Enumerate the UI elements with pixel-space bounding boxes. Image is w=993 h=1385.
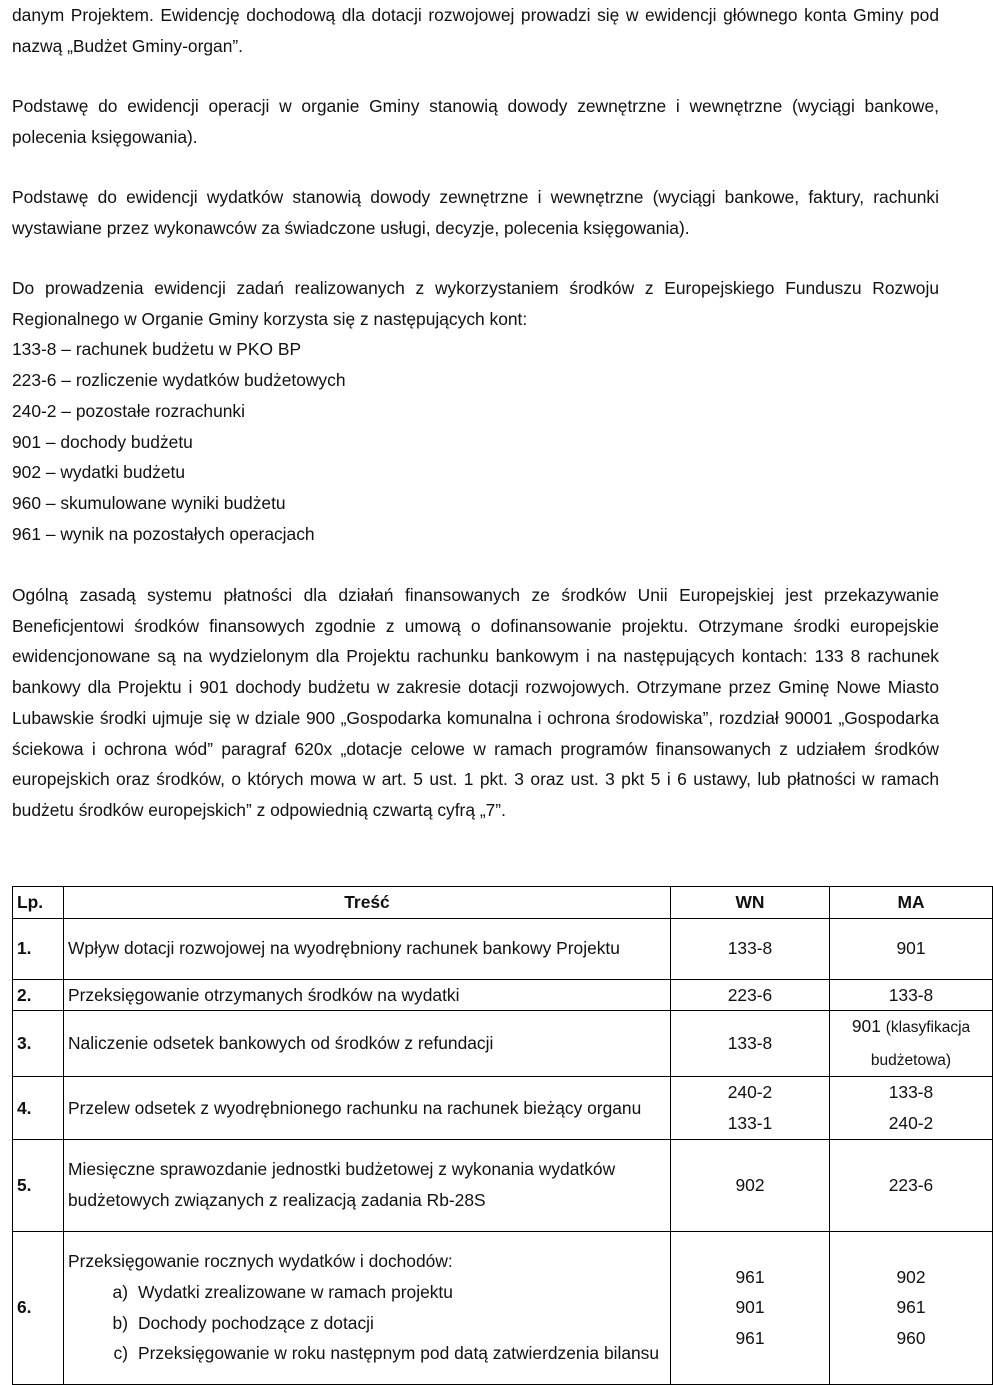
table-row bbox=[13, 979, 993, 1011]
sub-item-label: a) bbox=[112, 1281, 128, 1302]
table-row bbox=[13, 918, 993, 979]
header-tresc: Treść bbox=[64, 887, 671, 919]
row-lp: 5. bbox=[13, 1139, 64, 1231]
account-item: 960 – skumulowane wyniki budżetu bbox=[12, 492, 286, 513]
list-item bbox=[68, 1277, 666, 1308]
paragraph-1: danym Projektem. Ewidencję dochodową dla dotacji rozwojowej prowadzi się w ewidencji głównego konta Gminy pod nazwą „Budżet Gminy-organ”. bbox=[12, 5, 939, 56]
row-wn-cell bbox=[671, 1077, 830, 1139]
header-lp: Lp. bbox=[13, 887, 64, 919]
paragraph-payment-rules: Ogólną zasadą systemu płatności dla działań finansowanych ze środków Unii Europejskiej jest przekazywanie Beneficjentowi środków finansowych zgodnie z umową o dofinansowanie projektu. Otrzymane środki europejskie ewidencjonowane są na wydzielonym dla Projektu rachunku bankowym i na następujących kontach: 133 8 rachunek bankowy dla Projektu i 901 dochody budżetu w zakresie dotacji rozwojowych. Otrzymane przez Gminę Nowe Miasto Lubawskie środki ujmuje się w dziale 900 „Gospodarka komunalna i ochrona środowiska”, rozdział 90001 „Gospodarka ściekowa i ochrona wód” paragraf 620x „dotacje celowe w ramach programów finansowanych z udziałem środków europejskich oraz środków, o których mowa w art. 5 ust. 1 pkt. 3 oraz ust. 3 pkt 5 i 6 ustawy, lub płatności w ramach budżetu środków europejskich” z odpowiednią czwartą cyfrą „7”. bbox=[12, 585, 939, 820]
account-item: 901 – dochody budżetu bbox=[12, 431, 193, 452]
row-lp: 1. bbox=[13, 918, 64, 979]
row-tresc: Miesięczne sprawozdanie jednostki budżetowej z wykonania wydatków budżetowych związanych z realizacją zadania Rb-28S bbox=[64, 1139, 671, 1231]
row-tresc: Naliczenie odsetek bankowych od środków z refundacji bbox=[64, 1011, 671, 1077]
row-ma-cell bbox=[830, 1231, 993, 1384]
account-item: 961 – wynik na pozostałych operacjach bbox=[12, 523, 315, 544]
row-ma: 223-6 bbox=[830, 1139, 993, 1231]
row-ma: 240-2 bbox=[888, 1112, 934, 1133]
ledger-table bbox=[12, 886, 993, 1385]
header-wn: WN bbox=[671, 887, 830, 919]
account-item: 240-2 – pozostałe rozrachunki bbox=[12, 400, 245, 421]
accounts-intro: Do prowadzenia ewidencji zadań realizowanych z wykorzystaniem środków z Europejskiego Funduszu Rozwoju Regionalnego w Organie Gminy korzysta się z następujących kont: bbox=[12, 278, 939, 329]
row-wn: 133-1 bbox=[727, 1112, 773, 1133]
list-item bbox=[68, 1308, 666, 1339]
row-tresc: Przeksięgowanie rocznych wydatków i dochodów: bbox=[68, 1251, 453, 1272]
paragraph-2: Podstawę do ewidencji operacji w organie Gminy stanowią dowody zewnętrzne i wewnętrzne (wyciągi bankowe, polecenia księgowania). bbox=[12, 96, 939, 147]
row-lp: 6. bbox=[13, 1231, 64, 1384]
row-ma: 901 bbox=[830, 918, 993, 979]
accounts-section bbox=[12, 273, 939, 549]
row-wn-cell bbox=[671, 1231, 830, 1384]
row-tresc: Wpływ dotacji rozwojowej na wyodrębniony rachunek bankowy Projektu bbox=[64, 918, 671, 979]
sub-item-label: b) bbox=[112, 1312, 128, 1333]
list-item bbox=[68, 1338, 666, 1369]
row-tresc: Przelew odsetek z wyodrębnionego rachunku na rachunek bieżący organu bbox=[64, 1077, 671, 1139]
table-row bbox=[13, 1139, 993, 1231]
sub-item-label: c) bbox=[113, 1343, 128, 1364]
row-ma: 902 bbox=[896, 1266, 926, 1287]
row-lp: 2. bbox=[13, 979, 64, 1011]
account-item: 902 – wydatki budżetu bbox=[12, 462, 186, 483]
account-item: 223-6 – rozliczenie wydatków budżetowych bbox=[12, 370, 346, 391]
row-ma: 901 bbox=[851, 1016, 881, 1037]
row-ma: 961 bbox=[896, 1297, 926, 1318]
table-row bbox=[13, 1077, 993, 1139]
row-wn: 223-6 bbox=[671, 979, 830, 1011]
row-ma-cell bbox=[830, 1077, 993, 1139]
header-ma: MA bbox=[830, 887, 993, 919]
row-lp: 3. bbox=[13, 1011, 64, 1077]
sub-item-text: Wydatki zrealizowane w ramach projektu bbox=[138, 1281, 453, 1302]
row-wn: 901 bbox=[735, 1297, 765, 1318]
row-tresc: Przeksięgowanie otrzymanych środków na wydatki bbox=[64, 979, 671, 1011]
row-wn: 961 bbox=[735, 1327, 765, 1348]
ma-classification-note: (klasyfikacja budżetowa) bbox=[870, 1019, 971, 1069]
paragraph-3: Podstawę do ewidencji wydatków stanowią dowody zewnętrzne i wewnętrzne (wyciągi bankowe, faktury, rachunki wystawiane przez wykonawców za świadczone usługi, decyzje, polecenia księgowania). bbox=[12, 187, 939, 238]
row-wn: 902 bbox=[671, 1139, 830, 1231]
row-ma: 133-8 bbox=[888, 1082, 934, 1103]
table-row bbox=[13, 1011, 993, 1077]
row-ma: 133-8 bbox=[830, 979, 993, 1011]
row-wn: 961 bbox=[735, 1266, 765, 1287]
row-ma-cell bbox=[830, 1011, 993, 1077]
sub-items-list bbox=[68, 1277, 666, 1369]
row-ma: 960 bbox=[896, 1327, 926, 1348]
row-tresc-cell bbox=[64, 1231, 671, 1384]
row-wn: 133-8 bbox=[671, 1011, 830, 1077]
sub-item-text: Przeksięgowanie w roku następnym pod datą zatwierdzenia bilansu bbox=[138, 1343, 660, 1364]
table-header-row bbox=[13, 887, 993, 919]
row-lp: 4. bbox=[13, 1077, 64, 1139]
account-item: 133-8 – rachunek budżetu w PKO BP bbox=[12, 339, 302, 360]
table-row bbox=[13, 1231, 993, 1384]
sub-item-text: Dochody pochodzące z dotacji bbox=[138, 1312, 374, 1333]
row-wn: 240-2 bbox=[727, 1082, 773, 1103]
row-wn: 133-8 bbox=[671, 918, 830, 979]
